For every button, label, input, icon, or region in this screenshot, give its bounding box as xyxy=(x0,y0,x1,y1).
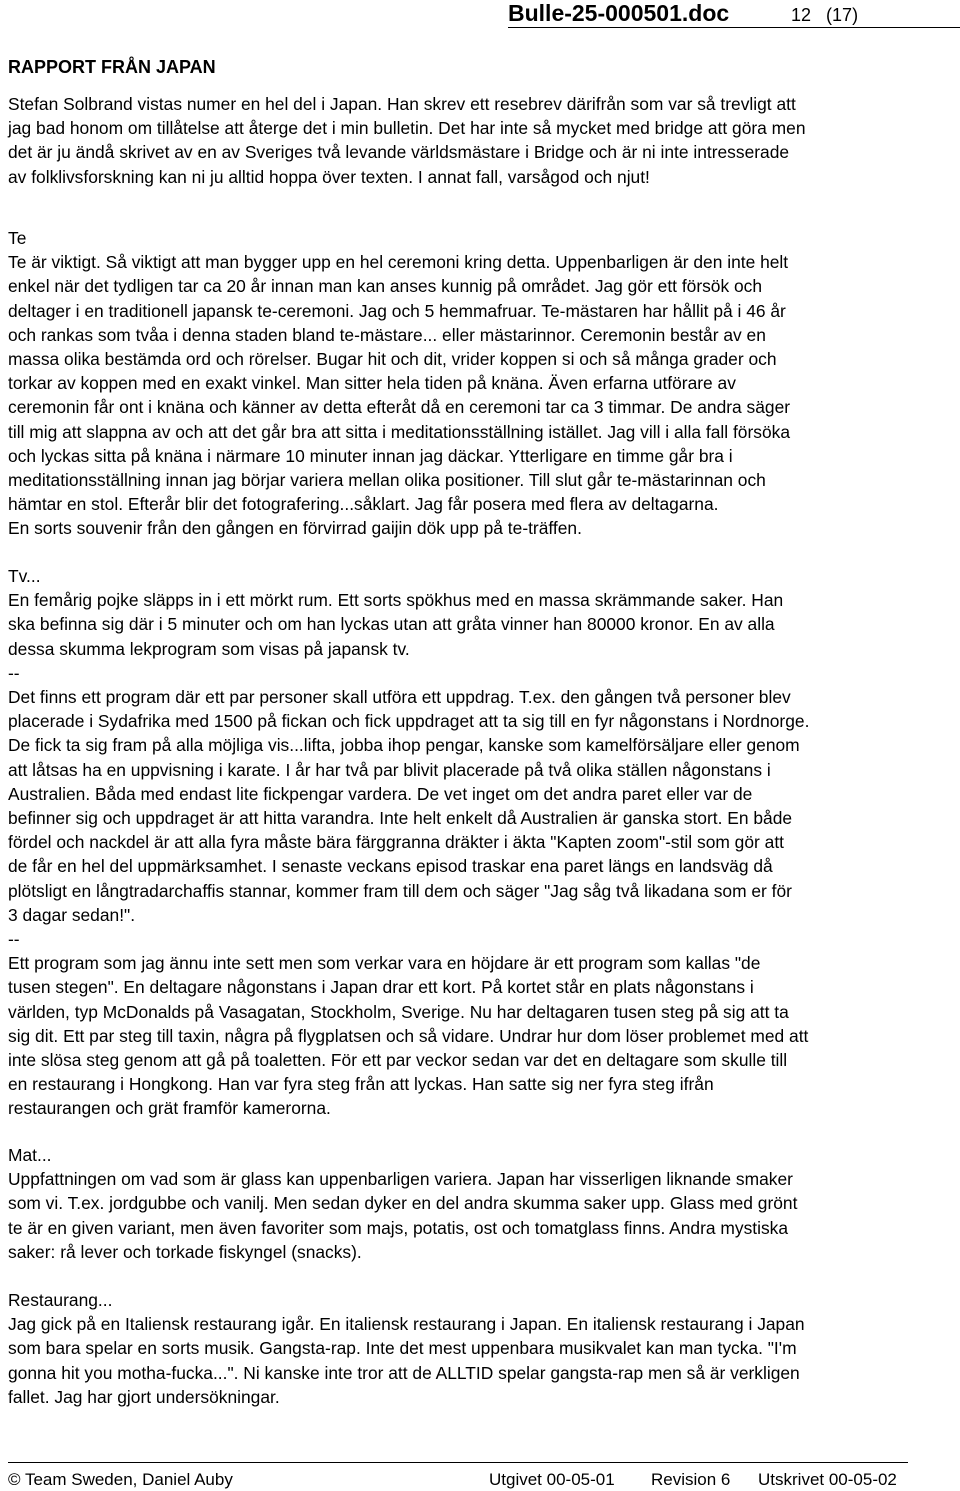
text-line: placerade i Sydafrika med 1500 på fickan och fick uppdraget att ta sig till en fyr någonstans i Nordnorge. xyxy=(8,711,810,732)
text-line: gonna hit you motha-fucka...". Ni kanske inte tror att de ALLTID spelar gangsta-rap men så är verkligen xyxy=(8,1362,800,1383)
text-line: Mat... xyxy=(8,1145,52,1165)
text-line: det är ju ändå skrivet av en av Sveriges två levande världsmästare i Bridge och är ni inte intresserade xyxy=(8,142,790,163)
text-line: som vi. T.ex. jordgubbe och vanilj. Men sedan dyker en del andra skumma saker upp. Glass med grönt xyxy=(8,1193,798,1214)
text-line: dessa skumma lekprogram som visas på japansk tv. xyxy=(8,638,410,659)
text-line: enkel när det tydligen tar ca 20 år innan man kan anses kunnig på området. Jag gör ett försök och xyxy=(8,276,763,297)
text-line: deltager i en traditionell japansk te-ceremoni. Jag och 5 hemmafruar. Te-mästaren har hållit på i 46 år xyxy=(8,300,786,321)
text-line: världen, typ McDonalds på Vasagatan, Stockholm, Sverige. Nu har deltagaren tusen steg på sig att ta xyxy=(8,1001,789,1022)
text-line: inte slösa steg genom att gå på toaletten. För ett par veckor sedan var det en deltagare som skulle till xyxy=(8,1050,788,1071)
tv-section xyxy=(8,564,960,1121)
text-line: befinner sig och uppdraget är att hitta varandra. Inte helt enkelt då Australien är ganska stort. En både xyxy=(8,808,793,829)
text-line: som bara spelar en sorts musik. Gangsta-rap. Inte det mest uppenbara musikvalet kan man tycka. "I'm xyxy=(8,1338,797,1359)
text-line: Tv... xyxy=(8,566,41,586)
text-line: En sorts souvenir från den gången en förvirrad gaijin dök upp på te-träffen. xyxy=(8,518,582,539)
text-line: saker: rå lever och torkade fiskyngel (snacks). xyxy=(8,1241,362,1262)
text-line: Ett program som jag ännu inte sett men som verkar vara en höjdare är ett program som kallas "de xyxy=(8,953,761,974)
header-divider xyxy=(508,27,960,28)
text-line: fallet. Jag har gjort undersökningar. xyxy=(8,1386,280,1407)
text-line: plötsligt en långtradarchaffis stannar, kommer fram till dem och säger "Jag såg två likadana som er för xyxy=(8,880,792,901)
text-line: 3 dagar sedan!". xyxy=(8,904,136,925)
text-line: Stefan Solbrand vistas numer en hel del i Japan. Han skrev ett resebrev därifrån som var så trevligt att xyxy=(8,94,796,114)
text-line: fördel och nackdel är att alla fyra måste bära färggranna dräkter i äkta "Kapten zoom"-stil som gör att xyxy=(8,832,784,853)
text-line: ska befinna sig där i 5 minuter och om han lyckas utan att gråta vinner han 80000 kronor. En av alla xyxy=(8,614,775,635)
text-line: Restaurang... xyxy=(8,1290,113,1310)
text-line: -- xyxy=(8,662,20,683)
page-number xyxy=(791,4,858,26)
text-line: De fick ta sig fram på alla möjliga vis...lifta, jobba ihop pengar, kanske som kamelförsäljare eller genom xyxy=(8,735,800,756)
text-line: -- xyxy=(8,929,20,950)
total-pages: (17) xyxy=(826,5,859,25)
footer-divider xyxy=(8,1462,908,1463)
footer-published: Utgivet 00-05-01 xyxy=(489,1470,615,1489)
current-page: 12 xyxy=(791,5,812,25)
footer-revision: Revision 6 xyxy=(651,1470,731,1489)
intro-paragraph xyxy=(8,92,960,189)
document-filename: Bulle-25-000501.doc xyxy=(508,0,730,26)
footer-copyright: © Team Sweden, Daniel Auby xyxy=(8,1470,233,1489)
text-line: sig dit. Ett par steg till taxin, några på flygplatsen och så vidare. Undrar hur dom löser problemet med att xyxy=(8,1025,809,1046)
article-title: RAPPORT FRÅN JAPAN xyxy=(8,57,216,77)
text-line: massa olika bestämda ord och rörelser. Bugar hit och dit, vrider koppen si och så många grader och xyxy=(8,349,777,370)
text-line: ceremonin får ont i knäna och känner av detta efteråt då en ceremoni tar ca 3 timmar. De andra säger xyxy=(8,397,791,418)
text-line: torkar av koppen med en exakt vinkel. Man sitter hela tiden på knäna. Även erfarna utförare av xyxy=(8,373,736,394)
text-line: och lyckas sitta på knäna i närmare 10 minuter innan jag däckar. Ytterligare en timme går bra i xyxy=(8,445,733,466)
text-line: hämtar en stol. Efterår blir det fotografering...såklart. Jag får posera med flera av deltagarna. xyxy=(8,494,719,515)
text-line: te är en given variant, men även favoriter som majs, potatis, ost och tomatglass finns. Andra mystiska xyxy=(8,1217,789,1238)
text-line: meditationsställning innan jag börjar variera mellan olika positioner. Till slut går te-mästarinnan och xyxy=(8,470,766,491)
text-line: till mig att slappna av och att det går bra att sitta i meditationsställning istället. Jag vill i alla fall försöka xyxy=(8,421,790,442)
text-line: Uppfattningen om vad som är glass kan uppenbarligen variera. Japan har visserligen liknande smaker xyxy=(8,1169,793,1190)
text-line: Jag gick på en Italiensk restaurang igår. En italiensk restaurang i Japan. En italiensk restaurang i Japan xyxy=(8,1314,805,1335)
text-line: jag bad honom om tillåtelse att återge det i min bulletin. Det har inte så mycket med bridge att göra men xyxy=(8,118,806,139)
text-line: Te är viktigt. Så viktigt att man bygger upp en hel ceremoni kring detta. Uppenbarligen är den inte helt xyxy=(8,252,789,273)
text-line: En femårig pojke släpps in i ett mörkt rum. Ett sorts spökhus med en massa skrämmande saker. Han xyxy=(8,590,784,611)
text-line: de får en hel del uppmärksamhet. I senaste veckans episod traskar ena paret längs en landsväg då xyxy=(8,856,773,877)
text-line: av folklivsforskning kan ni ju alltid hoppa över texten. I annat fall, varsågod och njut! xyxy=(8,166,650,187)
footer-printed: Utskrivet 00-05-02 xyxy=(758,1470,897,1489)
text-line: restaurangen och grät framför kamerorna. xyxy=(8,1098,331,1119)
restaurant-section xyxy=(8,1288,960,1409)
text-line: tusen stegen". En deltagare någonstans i Japan drar ett kort. På kortet står en plats någonstans i xyxy=(8,977,754,998)
text-line: Te xyxy=(8,228,27,248)
text-line: att låtsas ha en uppvisning i karate. I år har två par blivit placerade på två olika ställen någonstans i xyxy=(8,759,771,780)
text-line: en restaurang i Hongkong. Han var fyra steg från att lyckas. Han satte sig ner fyra steg ifrån xyxy=(8,1074,714,1095)
text-line: Australien. Båda med endast lite fickpengar vardera. De vet inget om det andra paret eller var de xyxy=(8,783,753,804)
text-line: Det finns ett program där ett par personer skall utföra ett uppdrag. T.ex. den gången två personer blev xyxy=(8,687,791,708)
tea-section xyxy=(8,226,960,541)
text-line: och rankas som tvåa i denna staden bland te-mästare... eller mästarinnor. Ceremonin består av en xyxy=(8,324,766,345)
food-section xyxy=(8,1143,960,1264)
